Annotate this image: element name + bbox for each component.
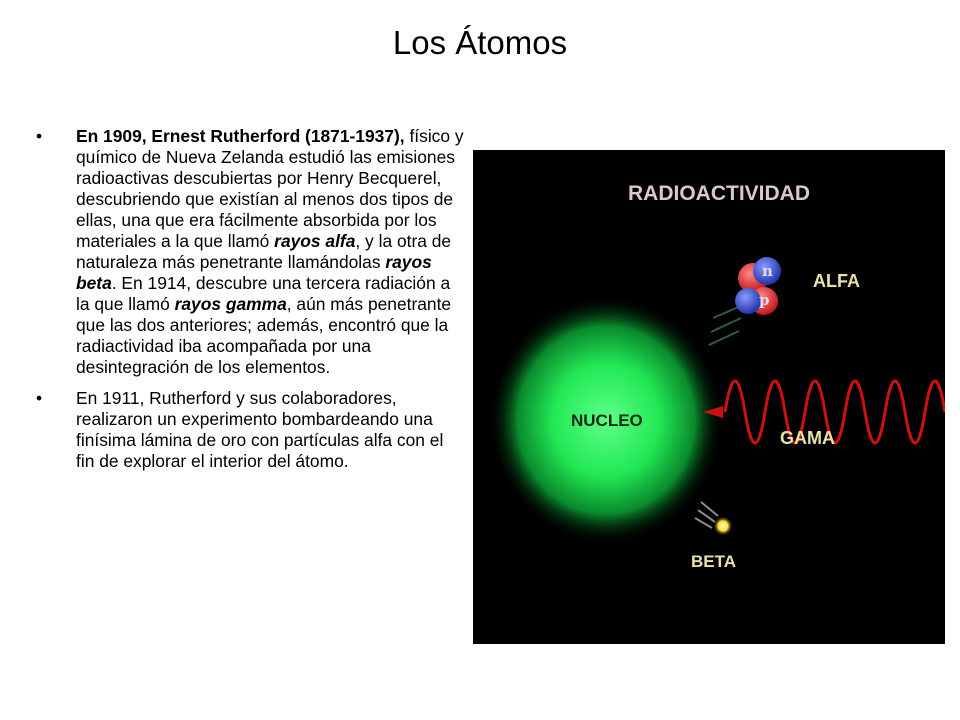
paragraph-text-c: . En 1914, descubre una tercera radiación a la que llamó bbox=[76, 273, 451, 314]
nucleus-label: NUCLEO bbox=[571, 411, 643, 430]
slide-title: Los Átomos bbox=[392, 24, 568, 61]
paragraph-bold-lead: En 1909, Ernest Rutherford (1871-1937), bbox=[76, 126, 405, 146]
radioactivity-image bbox=[473, 150, 945, 644]
gamma-wave bbox=[725, 381, 945, 443]
paragraph-text-b: , y la otra de naturaleza más penetrante llamándolas bbox=[76, 231, 452, 272]
bullet-icon: • bbox=[36, 388, 43, 408]
paragraph-rutherford-1911: En 1911, Rutherford y sus colaboradores, realizaron un experimento bombardeando una finísima lámina de oro con partículas alfa con el fin de explorar el interior del átomo. bbox=[76, 388, 444, 471]
beta-label: BETA bbox=[691, 552, 737, 571]
paragraph-rutherford-1909 bbox=[76, 126, 464, 377]
figure-title: RADIOACTIVIDAD bbox=[628, 182, 810, 205]
alpha-particle bbox=[709, 257, 781, 345]
alpha-label: ALFA bbox=[813, 271, 860, 291]
neutron-label: n bbox=[762, 262, 773, 280]
bullet-list bbox=[36, 126, 466, 482]
paragraph-text-d: , aún más penetrante que las dos anteriores; además, encontró que la radiactividad iba acompañada por una desintegración de los elementos. bbox=[76, 294, 452, 377]
proton-label: p bbox=[759, 291, 770, 309]
gamma-label: GAMA bbox=[780, 428, 835, 448]
term-rayos-gamma: rayos gamma bbox=[174, 294, 287, 314]
paragraph-text-a: físico y químico de Nueva Zelanda estudió las emisiones radioactivas descubiertas por Henry Becquerel, descubriendo que existían al menos dos tipos de ellas, una que era fácilmente absorbida por los materiales a la que llamó bbox=[76, 126, 464, 251]
bullet-icon: • bbox=[36, 126, 43, 146]
list-item bbox=[36, 388, 466, 472]
term-rayos-alfa: rayos alfa bbox=[274, 231, 356, 251]
neutron-shape bbox=[735, 288, 761, 314]
radioactivity-diagram bbox=[473, 150, 945, 644]
term-rayos-beta: rayos beta bbox=[76, 252, 432, 293]
beta-particle bbox=[695, 502, 733, 536]
list-item bbox=[36, 126, 466, 378]
